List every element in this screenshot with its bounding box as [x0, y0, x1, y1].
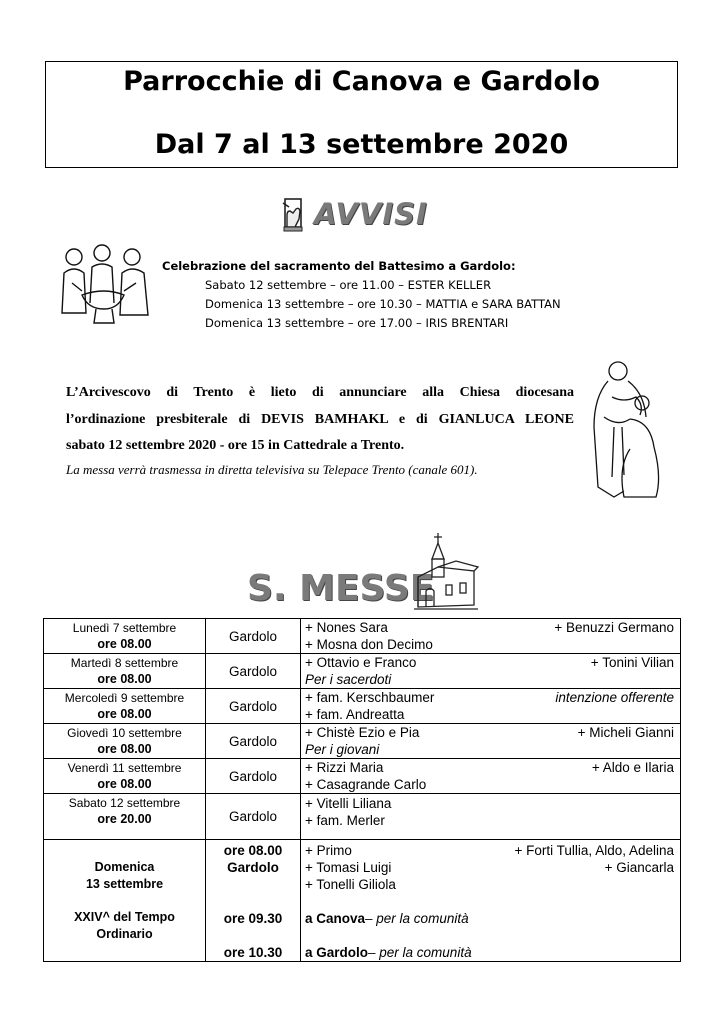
- intentions-cell: [301, 619, 681, 654]
- intention: + Primo: [305, 843, 352, 858]
- day-name: Domenica: [94, 859, 155, 874]
- intention: + Ottavio e Franco: [305, 655, 417, 670]
- intention: Per i giovani: [305, 742, 380, 757]
- ordination-broadcast-note: La messa verrà trasmessa in diretta televisiva su Telepace Trento (canale 601).: [66, 462, 478, 477]
- intention: + Nones Sara: [305, 620, 388, 635]
- table-row: [44, 619, 681, 654]
- day-cell: [44, 689, 206, 724]
- table-row: [44, 724, 681, 759]
- mass-time: ore 08.00: [97, 672, 152, 686]
- intention: + Giancarla: [604, 860, 674, 875]
- day-cell: [44, 619, 206, 654]
- day-cell: [44, 724, 206, 759]
- baptism-title: Celebrazione del sacramento del Battesimo a Gardolo:: [162, 259, 516, 273]
- page-title: Parrocchie di Canova e Gardolo: [123, 66, 600, 97]
- mass-time: ore 08.00: [97, 777, 152, 791]
- place-cell: Gardolo: [206, 794, 301, 840]
- date-range: Dal 7 al 13 settembre 2020: [154, 129, 569, 160]
- mass-time: ore 20.00: [97, 812, 152, 826]
- day-name: Martedì 8 settembre: [70, 656, 179, 670]
- baptism-illustration: [52, 243, 156, 327]
- title-box: [45, 61, 678, 168]
- ordination-line: l’ordinazione presbiterale di DEVIS BAMHAKL e di GIANLUCA LEONE: [66, 412, 574, 427]
- intention: + Tomasi Luigi: [305, 860, 392, 875]
- day-name: Mercoledì 9 settembre: [64, 691, 185, 705]
- priest-illustration: [584, 357, 668, 505]
- intention: + Vitelli Liliana: [305, 796, 392, 811]
- intention: + Benuzzi Germano: [554, 620, 674, 635]
- liturgical-week: Ordinario: [96, 926, 153, 941]
- table-row: [44, 654, 681, 689]
- church-icon: [412, 531, 480, 611]
- mass-time: ore 08.00: [97, 707, 152, 721]
- intention: + Rizzi Maria: [305, 760, 384, 775]
- intention: + Tonelli Giliola: [305, 877, 396, 892]
- place-cell: Gardolo: [206, 619, 301, 654]
- intentions-cell: [301, 759, 681, 794]
- table-row: [44, 794, 681, 840]
- place-cell: Gardolo: [206, 654, 301, 689]
- intention: + Chistè Ezio e Pia: [305, 725, 420, 740]
- intention: + fam. Andreatta: [305, 707, 405, 722]
- intentions-cell: [301, 724, 681, 759]
- mass-time: ore 09.30: [223, 911, 283, 926]
- day-name: Sabato 12 settembre: [68, 796, 181, 810]
- mass-time: ore 10.30: [223, 945, 283, 960]
- intention: + Aldo e Ilaria: [591, 760, 674, 775]
- mass-intention: – per la comunità: [368, 945, 472, 960]
- mass-place: a Canova: [305, 911, 366, 926]
- intention: + Casagrande Carlo: [305, 777, 427, 792]
- day-name: Lunedì 7 settembre: [72, 621, 177, 635]
- mass-schedule-table: [43, 618, 681, 962]
- intention: intenzione offerente: [555, 690, 674, 705]
- intention: + Forti Tullia, Aldo, Adelina: [514, 843, 674, 858]
- avvisi-heading: AVVISI: [314, 197, 428, 231]
- place-cell: Gardolo: [206, 689, 301, 724]
- ordination-line: sabato 12 settembre 2020 - ore 15 in Cattedrale a Trento.: [66, 438, 405, 453]
- ordination-line: L’Arcivescovo di Trento è lieto di annunciare alla Chiesa diocesana: [66, 385, 574, 400]
- mass-time: ore 08.00: [97, 742, 152, 756]
- messe-heading: S. MESSE: [247, 568, 435, 609]
- mass-place: a Gardolo: [305, 945, 369, 960]
- mass-time: ore 08.00: [97, 637, 152, 651]
- baptism-line: Sabato 12 settembre – ore 11.00 – ESTER KELLER: [205, 278, 492, 292]
- day-cell: [44, 654, 206, 689]
- intention: + fam. Kerschbaumer: [305, 690, 435, 705]
- intentions-cell: [301, 794, 681, 840]
- day-name: Venerdì 11 settembre: [67, 761, 182, 775]
- baptism-line: Domenica 13 settembre – ore 17.00 – IRIS BRENTARI: [205, 316, 509, 330]
- intention: + Mosna don Decimo: [305, 637, 433, 652]
- mass-time: ore 08.00: [223, 843, 283, 858]
- intentions-cell: [301, 689, 681, 724]
- baptism-line: Domenica 13 settembre – ore 10.30 – MATTIA e SARA BATTAN: [205, 297, 561, 311]
- notice-hand-icon: [281, 197, 307, 233]
- sunday-intentions-cell: [301, 840, 681, 962]
- day-name: Giovedì 10 settembre: [67, 726, 182, 740]
- intention: Per i sacerdoti: [305, 672, 392, 687]
- intentions-cell: [301, 654, 681, 689]
- day-date: 13 settembre: [85, 876, 164, 891]
- intention: + Micheli Gianni: [577, 725, 674, 740]
- place-cell: Gardolo: [206, 759, 301, 794]
- intention: + Tonini Vilian: [590, 655, 674, 670]
- day-cell: [44, 759, 206, 794]
- intention: + fam. Merler: [305, 813, 385, 828]
- day-cell: [44, 794, 206, 840]
- sunday-time-cell: [206, 840, 301, 962]
- mass-place: Gardolo: [227, 860, 279, 875]
- table-row-sunday: [44, 840, 681, 962]
- place-cell: Gardolo: [206, 724, 301, 759]
- mass-intention: – per la comunità: [365, 911, 469, 926]
- sunday-day-cell: [44, 840, 206, 962]
- table-row: [44, 759, 681, 794]
- table-row: [44, 689, 681, 724]
- liturgical-week: XXIV^ del Tempo: [74, 909, 175, 924]
